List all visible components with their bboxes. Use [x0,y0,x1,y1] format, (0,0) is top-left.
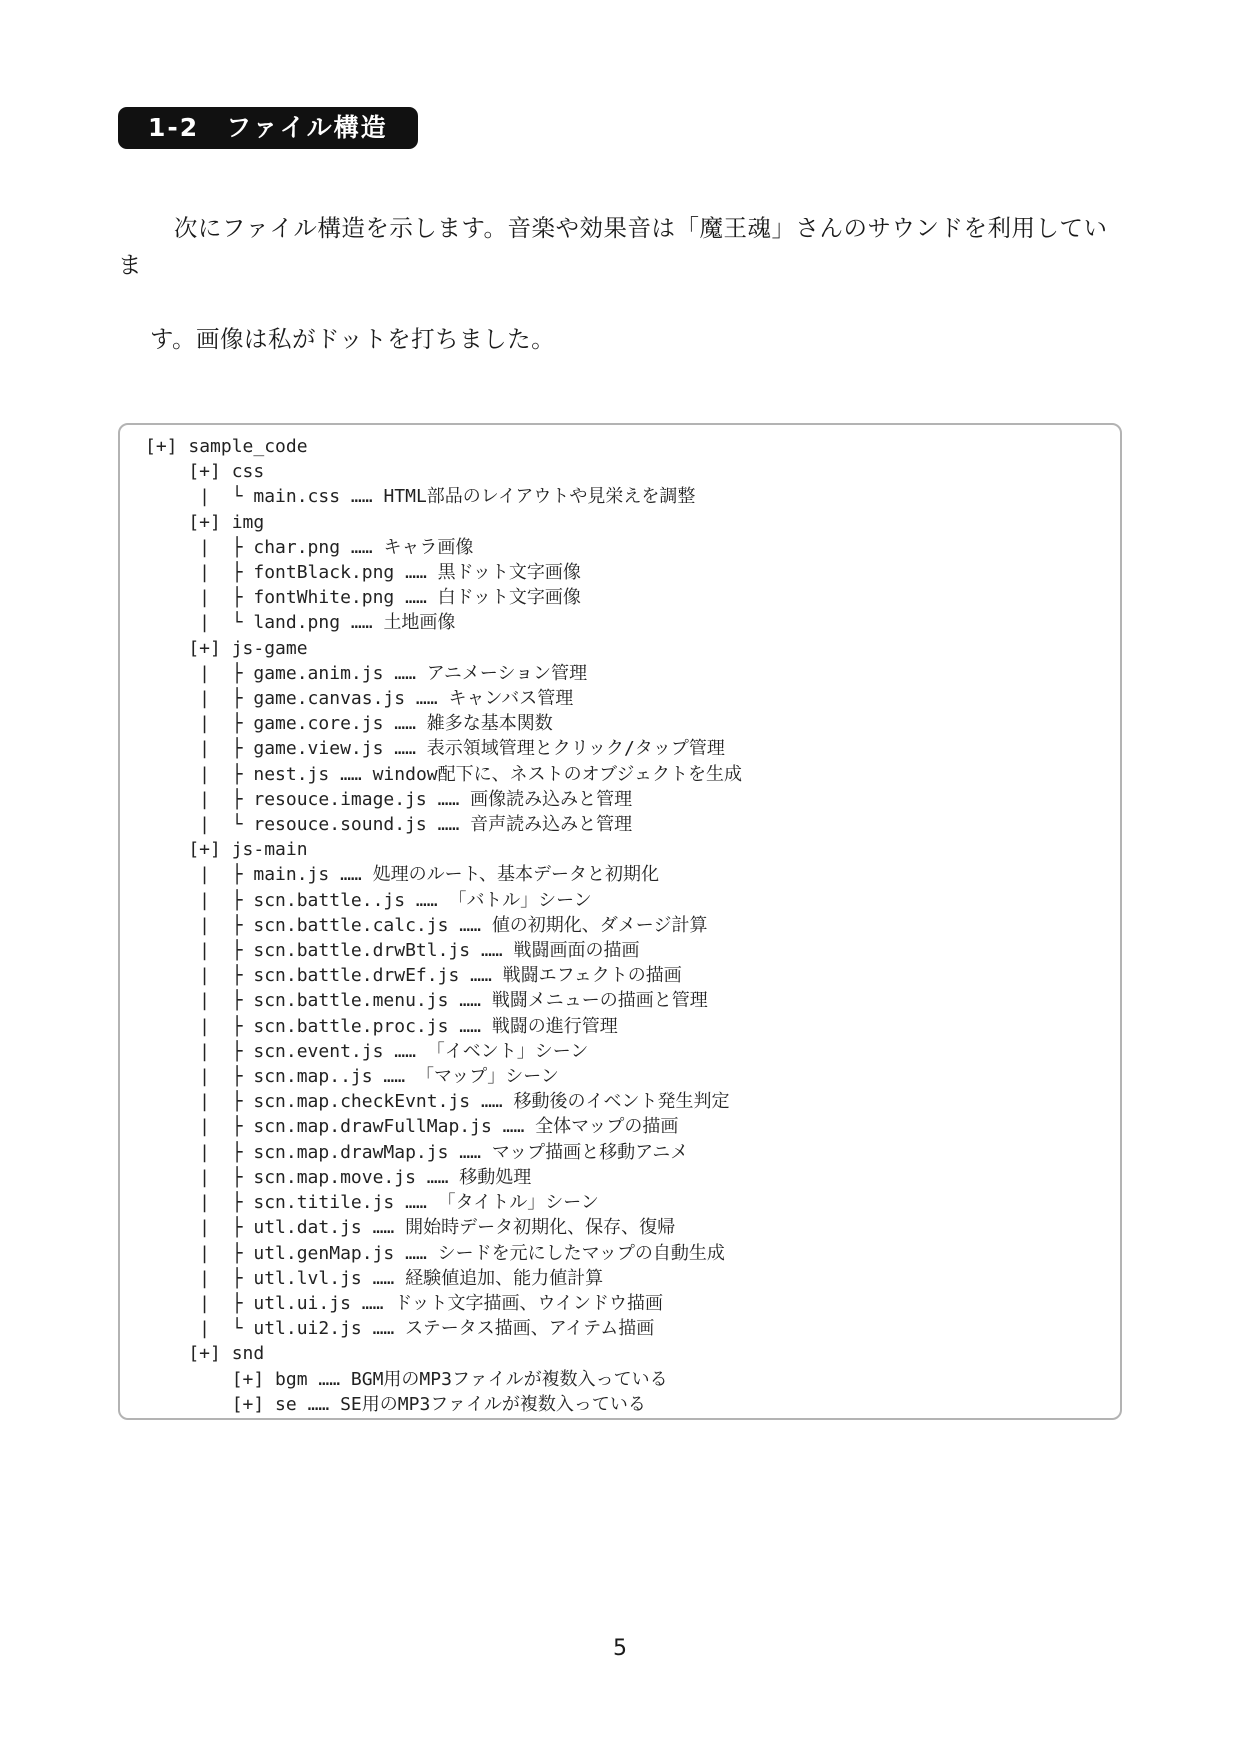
tree-branch: | ├ [145,587,254,609]
tree-branch: | ├ [145,562,254,584]
dots-separator: …… [394,1242,438,1264]
item-description: 処理のルート、基本データと初期化 [372,864,659,886]
dots-separator: …… [340,612,384,634]
dots-separator: …… [361,1217,406,1239]
item-description: ステータス描画、アイテム描画 [405,1318,655,1340]
file-name: utl.dat.js [253,1217,362,1239]
item-description: シードを元にしたマップの自動生成 [437,1242,725,1264]
dots-separator: …… [329,864,373,886]
intro-paragraph [118,173,1122,395]
intro-line-1: 次にファイル構造を示します。音楽や効果音は「魔王魂」さんのサウンドを利用していま [118,214,1108,279]
dots-separator: …… [415,1166,460,1188]
tree-file-line [145,787,1110,812]
tree-branch: | ├ [145,1267,254,1289]
tree-file-line [145,1114,1110,1139]
tree-file-line [145,862,1110,887]
item-description: 「タイトル」シーン [437,1192,599,1214]
tree-branch: | ├ [145,1040,254,1062]
item-description: 戦闘画面の描画 [513,940,640,962]
tree-branch: [+] [145,1393,276,1415]
file-name: game.anim.js [253,662,384,684]
section-header-badge [118,107,418,149]
tree-branch: | ├ [145,1116,254,1138]
dots-separator: …… [340,536,384,558]
item-description: キャラ画像 [383,536,474,558]
folder-name: img [231,511,265,533]
tree-branch: | └ [145,814,254,836]
file-name: scn.map.drawMap.js [253,1141,449,1163]
file-name: scn.battle.calc.js [253,914,449,936]
item-description: アニメーション管理 [426,662,588,684]
tree-branch: [+] [145,511,232,533]
tree-branch: | ├ [145,1217,254,1239]
file-name: fontBlack.png [253,562,395,584]
dots-separator: …… [459,965,503,987]
dots-separator: …… [405,889,449,911]
tree-folder-line [145,636,1110,661]
dots-separator: …… [383,1040,427,1062]
item-description: マップ描画と移動アニメ [491,1141,689,1163]
item-description: 移動後のイベント発生判定 [513,1091,730,1113]
folder-name: se [275,1393,297,1415]
dots-separator: …… [307,1368,351,1390]
tree-file-line [145,1165,1110,1190]
folder-name: js-game [231,637,308,659]
item-description: 「バトル」シーン [448,889,592,911]
page-number: 5 [613,1636,627,1661]
tree-file-line [145,1190,1110,1215]
tree-folder-line [145,459,1110,484]
file-name: game.canvas.js [253,688,406,710]
tree-file-line [145,1039,1110,1064]
dots-separator: …… [383,662,427,684]
tree-branch: [+] [145,637,232,659]
tree-folder-line [145,1392,1110,1417]
tree-branch: | ├ [145,1292,254,1314]
tree-branch: | ├ [145,965,254,987]
tree-branch: | └ [145,1318,254,1340]
file-name: nest.js [253,763,330,785]
tree-file-line [145,913,1110,938]
tree-branch: | ├ [145,1015,254,1037]
dots-separator: …… [405,688,449,710]
dots-separator: …… [448,1141,492,1163]
tree-file-line [145,585,1110,610]
tree-file-line [145,1089,1110,1114]
folder-name: sample_code [188,436,308,457]
tree-branch: | ├ [145,662,254,684]
dots-separator: …… [448,1015,492,1037]
dots-separator: …… [394,562,438,584]
dots-separator: …… [394,1192,438,1214]
file-name: scn.battle.drwEf.js [253,965,460,987]
file-tree [145,434,1110,1417]
file-name: scn.map.move.js [253,1166,416,1188]
file-name: scn.titile.js [253,1192,395,1214]
tree-file-line [145,1014,1110,1039]
dots-separator: …… [383,738,427,760]
tree-file-line [145,1215,1110,1240]
intro-line-2: す。画像は私がドットを打ちました。 [149,325,556,353]
file-name: fontWhite.png [253,587,395,609]
file-name: scn.map.checkEvnt.js [253,1091,471,1113]
tree-branch: | ├ [145,889,254,911]
item-description: 表示領域管理とクリック/タップ管理 [426,738,725,760]
dots-separator: …… [329,763,373,785]
tree-file-line [145,938,1110,963]
tree-branch: [+] [145,461,232,483]
item-description: 経験値追加、能力値計算 [405,1267,604,1289]
file-name: utl.lvl.js [253,1267,362,1289]
item-description: 黒ドット文字画像 [437,562,581,584]
item-description: 土地画像 [383,612,456,634]
dots-separator: …… [296,1393,341,1415]
file-name: scn.event.js [253,1040,384,1062]
tree-branch: | ├ [145,1166,254,1188]
dots-separator: …… [361,1267,406,1289]
tree-file-line [145,1140,1110,1165]
tree-file-line [145,1241,1110,1266]
file-name: scn.map.drawFullMap.js [253,1116,492,1138]
tree-branch: | └ [145,486,254,508]
file-name: scn.battle.drwBtl.js [253,940,471,962]
tree-folder-line [145,837,1110,862]
tree-branch: | ├ [145,1141,254,1163]
tree-file-line [145,736,1110,761]
tree-branch: | ├ [145,1192,254,1214]
tree-file-line [145,484,1110,509]
dots-separator: …… [426,788,471,810]
item-description: SE用のMP3ファイルが複数入っている [340,1393,646,1415]
dots-separator: …… [383,713,427,735]
file-name: char.png [253,536,341,558]
file-name: resouce.image.js [253,788,427,810]
tree-branch: [+] [145,1343,232,1365]
tree-file-line [145,686,1110,711]
tree-branch: | ├ [145,940,254,962]
folder-name: bgm [275,1368,308,1390]
item-description: 「イベント」シーン [426,1040,589,1062]
item-description: 「マップ」シーン [415,1066,559,1088]
item-description: キャンバス管理 [448,688,574,710]
file-name: scn.battle.proc.js [253,1015,449,1037]
item-description: 画像読み込みと管理 [470,788,633,810]
dots-separator: …… [372,1066,416,1088]
file-name: game.view.js [253,738,384,760]
file-name: scn.map..js [253,1066,373,1088]
item-description: ドット文字描画、ウインドウ描画 [394,1292,664,1314]
tree-file-line [145,762,1110,787]
tree-branch: [+] [145,839,232,861]
tree-file-line [145,661,1110,686]
dots-separator: …… [470,1091,514,1113]
tree-file-line [145,812,1110,837]
dots-separator: …… [361,1318,406,1340]
tree-file-line [145,1266,1110,1291]
tree-file-line [145,988,1110,1013]
item-description: 戦闘メニューの描画と管理 [491,990,708,1012]
folder-name: js-main [231,839,308,861]
tree-branch: | ├ [145,1242,254,1264]
section-title: 1-2 ファイル構造 [148,113,388,142]
item-description: HTML部品のレイアウトや見栄えを調整 [383,486,696,508]
tree-branch: [+] [145,436,189,457]
tree-file-line [145,711,1110,736]
tree-branch: | ├ [145,864,254,886]
tree-branch: | ├ [145,763,254,785]
tree-file-line [145,1064,1110,1089]
tree-branch: | ├ [145,536,254,558]
item-description: 移動処理 [459,1166,532,1188]
tree-branch: | ├ [145,713,254,735]
tree-file-line [145,1291,1110,1316]
item-description: 雑多な基本関数 [426,713,553,735]
tree-branch: [+] [145,1368,276,1390]
item-description: 音声読み込みと管理 [470,814,633,836]
dots-separator: …… [426,814,471,836]
file-name: main.css [253,486,341,508]
item-description: BGM用のMP3ファイルが複数入っている [350,1368,668,1390]
tree-branch: | └ [145,612,254,634]
dots-separator: …… [448,990,492,1012]
dots-separator: …… [448,914,492,936]
tree-branch: | ├ [145,688,254,710]
tree-branch: | ├ [145,1066,254,1088]
item-description: 開始時データ初期化、保存、復帰 [405,1217,676,1239]
item-description: 戦闘の進行管理 [491,1015,618,1037]
file-name: resouce.sound.js [253,814,427,836]
tree-branch: | ├ [145,914,254,936]
item-description: 戦闘エフェクトの描画 [502,965,682,987]
file-name: utl.ui.js [253,1292,351,1314]
item-description: window配下に、ネストのオブジェクトを生成 [372,763,742,785]
file-name: utl.ui2.js [253,1318,362,1340]
tree-branch: | ├ [145,1091,254,1113]
dots-separator: …… [470,940,514,962]
tree-file-line [145,1316,1110,1341]
file-name: game.core.js [253,713,384,735]
dots-separator: …… [350,1292,395,1314]
tree-folder-line [145,434,1110,459]
folder-name: css [231,461,265,483]
item-description: 全体マップの描画 [535,1116,679,1138]
file-name: land.png [253,612,341,634]
tree-file-line [145,963,1110,988]
tree-file-line [145,535,1110,560]
tree-branch: | ├ [145,990,254,1012]
file-name: scn.battle.menu.js [253,990,449,1012]
tree-file-line [145,888,1110,913]
tree-folder-line [145,510,1110,535]
dots-separator: …… [394,587,438,609]
tree-file-line [145,560,1110,585]
tree-file-line [145,610,1110,635]
dots-separator: …… [340,486,384,508]
tree-branch: | ├ [145,788,254,810]
tree-folder-line [145,1341,1110,1366]
file-tree-box [118,423,1122,1420]
file-name: utl.genMap.js [253,1242,395,1264]
file-name: scn.battle..js [253,889,406,911]
file-name: main.js [253,864,330,886]
dots-separator: …… [491,1116,536,1138]
folder-name: snd [231,1343,265,1365]
tree-branch: | ├ [145,738,254,760]
tree-folder-line [145,1367,1110,1392]
item-description: 白ドット文字画像 [437,587,581,609]
item-description: 値の初期化、ダメージ計算 [491,914,708,936]
